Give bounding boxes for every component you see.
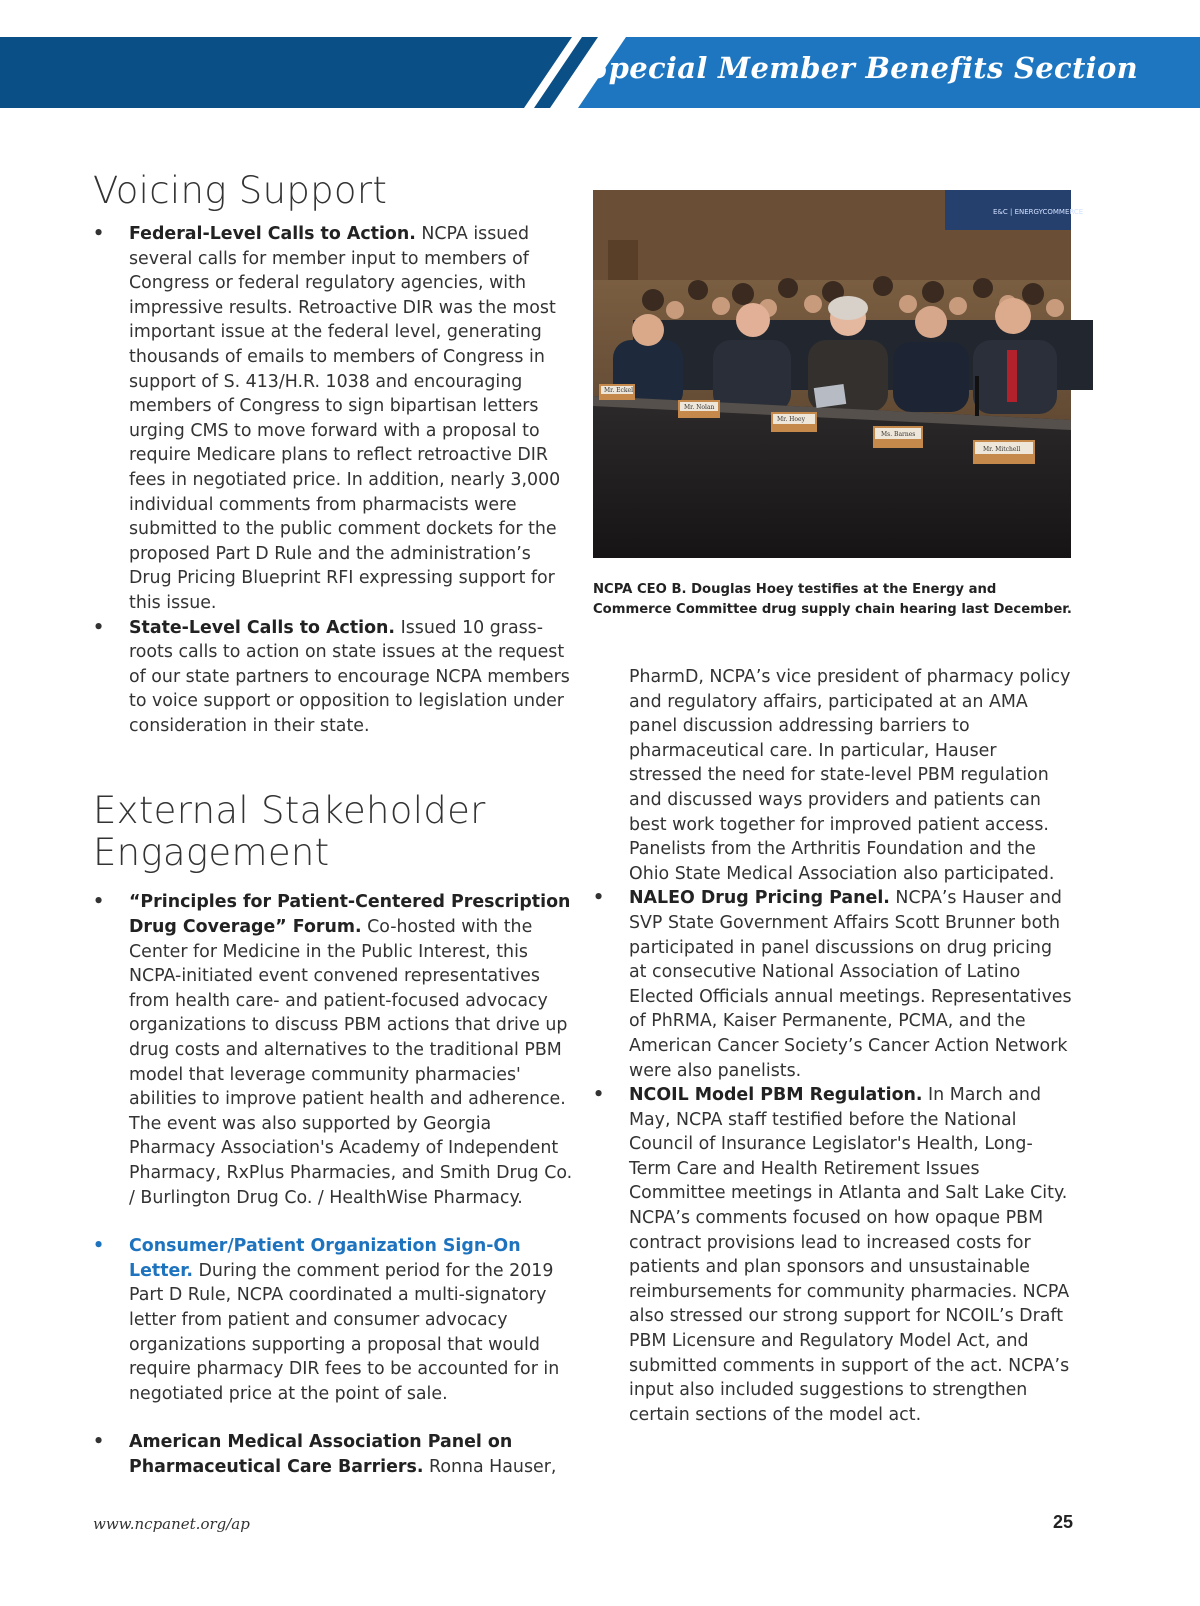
screen-text: E&C | ENERGYCOMMERCE bbox=[993, 208, 1084, 216]
external-engagement-heading bbox=[93, 790, 573, 874]
item-lead: NCOIL Model PBM Regulation. bbox=[629, 1085, 923, 1106]
item-text: Issued 10 grass-roots calls to action on state issues at the request of our state partners to encourage NCPA members to voice support or opposition to legislation under consideration in their state. bbox=[129, 617, 570, 736]
item-text: Co-hosted with the Center for Medicine in the Public Interest, this NCPA-initiated event convened representatives from health care- and patient-focused advocacy organizations to discuss PBM actions that drive up drug costs and alternatives to the traditional PBM model that leverage community pharmacies' abilities to improve patient health and adherence. The event was also supported by Georgia Pharmacy Association's Academy of Independent Pharmacy, RxPlus Pharmacies, and Smith Drug Co. / Burlington Drug Co. / HealthWise Pharmacy. bbox=[129, 917, 573, 1208]
list-item: • Federal-Level Calls to Action. NCPA issued several calls for member input to members of Congress or federal regulatory agencies, with impressive results. Retroactive DIR was the most important issue at the federal level, generating thousands of emails to members of Congress in support of S. 413/H.R. 1038 and encouraging members of Congress to sign bipartisan letters urging CMS to move forward with a proposal to require Medicare plans to reflect retroactive DIR fees in negotiated price. In addition, nearly 3,000 individual comments from pharmacists were submitted to the public comment dockets for the proposed Part D Rule and the administration’s Drug Pricing Blueprint RFI expressing support for this issue. bbox=[93, 224, 561, 613]
list-item: • State-Level Calls to Action. Issued 10 grass-roots calls to action on state issues at the request of our state partners to encourage NCPA members to voice support or opposition to legislation under consideration in their state. bbox=[93, 617, 570, 736]
item-lead: State-Level Calls to Action. bbox=[129, 617, 396, 638]
list-item: • Consumer/Patient Organization Sign-On Letter. During the comment period for the 2019 Part D Rule, NCPA coordinated a multi-signatory letter from patient and consumer advocacy organizations supporting a proposal that would require pharmacy DIR fees to be accounted for in negotiated price at the point of sale. bbox=[93, 1236, 560, 1404]
section-title: Special Member Benefits Section bbox=[587, 51, 1138, 85]
voicing-support-heading: Voicing Support bbox=[93, 169, 388, 212]
list-item: • NCOIL Model PBM Regulation. In March and May, NCPA staff testified before the National Council of Insurance Legislator's Health, Long-Term Care and Health Retirement Issues Committee meetings in Atlanta and Salt Lake City. NCPA’s comments focused on how opaque PBM contract provisions lead to increased costs for patients and plan sponsors and unsustainable reimbursements for community pharmacies. NCPA also stressed our strong support for NCOIL’s Draft PBM Licensure and Regulatory Model Act, and submitted comments in support of the act. NCPA’s input also included suggestions to strengthen certain sections of the model act. bbox=[593, 1085, 1070, 1425]
left-column bbox=[93, 170, 573, 1480]
item-text: Ronna Hauser, bbox=[423, 1456, 557, 1477]
nameplate: Mr. Mitchell bbox=[983, 446, 1021, 453]
item-lead: “Principles for Patient-Centered Prescription Drug Coverage” Forum. bbox=[129, 892, 571, 938]
item-lead: Federal-Level Calls to Action. bbox=[129, 224, 416, 244]
list-item: • American Medical Association Panel on Pharmaceutical Care Barriers. Ronna Hauser, bbox=[93, 1432, 557, 1477]
item-text: NCPA’s Hauser and SVP State Government Affairs Scott Brunner both participated in panel discussions on drug pricing at consecutive National Association of Latino Elected Officials annual meetings. Representatives of PhRMA, Kaiser Permanente, PCMA, and the American Cancer Society’s Cancer Action Network were also panelists. bbox=[629, 888, 1072, 1081]
item-lead: American Medical Association Panel on Pharmaceutical Care Barriers. bbox=[129, 1432, 513, 1477]
footer-url: www.ncpanet.org/ap bbox=[93, 1515, 250, 1533]
heading-line: Engagement bbox=[93, 831, 330, 875]
list-item: • “Principles for Patient-Centered Prescription Drug Coverage” Forum. Co-hosted with the Center for Medicine in the Public Interest, this NCPA-initiated event convened representatives from health care- and patient-focused advocacy organizations to discuss PBM actions that drive up drug costs and alternatives to the traditional PBM model that leverage community pharmacies' abilities to improve patient health and adherence. The event was also supported by Georgia Pharmacy Association's Academy of Independent Pharmacy, RxPlus Pharmacies, and Smith Drug Co. / Burlington Drug Co. / HealthWise Pharmacy. bbox=[93, 892, 573, 1208]
hearing-photo-illustration bbox=[593, 190, 1084, 558]
hearing-photo bbox=[593, 190, 1084, 558]
nameplate: Mr. Nolan bbox=[684, 404, 715, 411]
heading-line: External Stakeholder bbox=[93, 789, 486, 833]
external-engagement-list-continued bbox=[593, 886, 1073, 1427]
list-item: • NALEO Drug Pricing Panel. NCPA’s Hauser and SVP State Government Affairs Scott Brunner both participated in panel discussions on drug pricing at consecutive National Association of Latino Elected Officials annual meetings. Representatives of PhRMA, Kaiser Permanente, PCMA, and the American Cancer Society’s Cancer Action Network were also panelists. bbox=[593, 888, 1072, 1081]
item-lead: NALEO Drug Pricing Panel. bbox=[629, 888, 890, 909]
nameplate: Mr. Eckel bbox=[604, 387, 634, 394]
photo-caption: NCPA CEO B. Douglas Hoey testifies at the Energy and Commerce Committee drug supply chain hearing last December. bbox=[593, 582, 1072, 617]
right-column bbox=[593, 665, 1073, 1427]
item-text: NCPA issued several calls for member input to members of Congress or federal regulatory agencies, with impressive results. Retroactive DIR was the most important issue at the federal level, generating thousands of emails to members of Congress in support of S. 413/H.R. 1038 and encouraging members of Congress to sign bipartisan letters urging CMS to move forward with a proposal to require Medicare plans to reflect retroactive DIR fees in negotiated price. In addition, nearly 3,000 individual comments from pharmacists were submitted to the public comment dockets for the proposed Part D Rule and the administration’s Drug Pricing Blueprint RFI expressing support for this issue. bbox=[129, 224, 561, 613]
item-lead: Consumer/Patient Organization Sign-On Letter. bbox=[129, 1236, 521, 1281]
item-text: In March and May, NCPA staff testified before the National Council of Insurance Legislator's Health, Long-Term Care and Health Retirement Issues Committee meetings in Atlanta and Salt Lake City. NCPA’s comments focused on how opaque PBM contract provisions lead to increased costs for patients and plan sponsors and unsustainable reimbursements for community pharmacies. NCPA also stressed our strong support for NCOIL’s Draft PBM Licensure and Regulatory Model Act, and submitted comments in support of the act. NCPA’s input also included suggestions to strengthen certain sections of the model act. bbox=[629, 1085, 1070, 1425]
continuation-text: PharmD, NCPA’s vice president of pharmacy policy and regulatory affairs, participated at an AMA panel discussion addressing barriers to pharmaceutical care. In particular, Hauser stressed the need for state-level PBM regulation and discussed ways providers and patients can best work together for improved patient access. Panelists from the Arthritis Foundation and the Ohio State Medical Association also participated. bbox=[629, 667, 1071, 884]
nameplate: Mr. Hoey bbox=[777, 416, 805, 423]
nameplate: Ms. Barnes bbox=[881, 431, 916, 438]
voicing-support-list bbox=[93, 222, 573, 738]
section-banner bbox=[0, 37, 1200, 108]
item-text: During the comment period for the 2019 Part D Rule, NCPA coordinated a multi-signatory letter from patient and consumer advocacy organizations supporting a proposal that would require pharmacy DIR fees to be accounted for in negotiated price at the point of sale. bbox=[129, 1260, 560, 1404]
page-number: 25 bbox=[1052, 1512, 1073, 1532]
external-engagement-list bbox=[93, 890, 573, 1479]
